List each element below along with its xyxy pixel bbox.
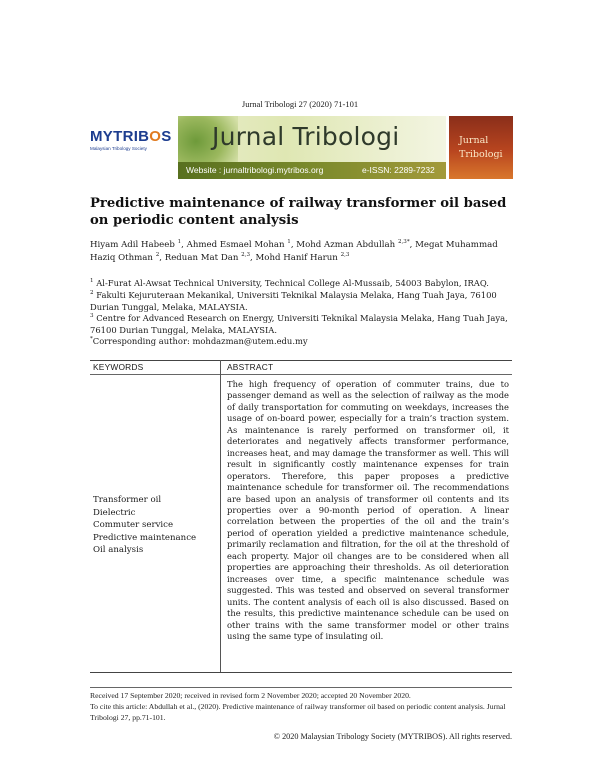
- logo-wordmark: MYTRIBOS: [90, 128, 172, 145]
- keyword: Predictive maintenance: [93, 532, 197, 543]
- author: Reduan Mat Dan $^{2,3}$,: [164, 252, 256, 263]
- received-dates: Received 17 September 2020; received in revised form 2 November 2020; accepted 20 November 2020.: [90, 691, 411, 700]
- keywords-heading: KEYWORDS: [93, 362, 144, 372]
- banner-issn: e-ISSN: 2289-7232: [362, 165, 435, 175]
- table-column-divider: [220, 360, 221, 672]
- journal-citation: Jurnal Tribologi 27 (2020) 71-101: [241, 99, 359, 109]
- affiliation-1: $^1$ Al-Furat Al-Awsat Technical University, Technical College Al-Mussaib, 54003 Babylon, IRAQ.: [90, 278, 489, 288]
- logo-subtitle: Malaysian Tribology Society: [90, 146, 147, 151]
- author: Megat Muhammad Haziq Othman $^2$,: [90, 240, 498, 263]
- footer-rule: [90, 687, 512, 688]
- banner-website: Website : jurnaltribologi.mytribos.org: [186, 165, 324, 175]
- mytribos-logo: [90, 128, 174, 172]
- journal-banner: [178, 116, 446, 179]
- keyword-list: [93, 494, 196, 557]
- gear-icon: O: [149, 128, 162, 145]
- keyword: Dielectric: [93, 507, 136, 518]
- banner-title: Jurnal Tribologi: [212, 122, 400, 151]
- abstract-text: The high frequency of operation of commuter trains, due to passenger demand as well as the selection of railway as the mode of daily transportation for commuting on weekdays, increases the usage of on-board power, especially for a train’s traction system. As maintenance is rarely performed on transformer oil, it deteriorates and negatively affects transformer performance, increases heat, and may damage the transformer as well. This will result in significantly costly maintenance expenses for train operators. Therefore, this paper proposes a predictive maintenance schedule for transformer oil. The recommendations are based upon an analysis of transformer oil contents and its properties over a 90-month period of operation. A linear correlation between the properties of the oil and the train’s period of operation yielded a predictive maintenance schedule, primarily reclamation and filtration, for the oil at the threshold of each property. Major oil changes are to be considered when all properties are approaching their thresholds. As oil deterioration increases over time, a specific maintenance schedule was suggested. This was tested and observed on several transformer units. The content analysis of each oil is also discussed. Based on the results, this predictive maintenance schedule can be used on other trains with the same transformer model or other trains using the same type of insulating oil.: [227, 379, 509, 641]
- affiliation-3: $^3$ Centre for Advanced Research on Energy, Universiti Teknikal Malaysia Melaka, Hang Tuah Jaya, 76100 Durian Tunggal, Melaka, MALAYSIA.: [90, 313, 508, 335]
- author: Ahmed Esmael Mohan $^1$,: [186, 239, 297, 250]
- table-bottom-rule: [90, 672, 512, 673]
- abstract-heading: ABSTRACT: [227, 362, 274, 372]
- paper-title: Predictive maintenance of railway transformer oil based on periodic content analysis: [90, 196, 507, 228]
- author: Mohd Azman Abdullah $^{2,3*}$,: [296, 239, 416, 250]
- author: Hiyam Adil Habeeb $^1$,: [90, 239, 187, 250]
- copyright: © 2020 Malaysian Tribology Society (MYTRIBOS). All rights reserved.: [273, 732, 512, 741]
- author-list: [90, 239, 515, 265]
- table-top-rule: [90, 360, 512, 361]
- keyword: Transformer oil: [93, 495, 162, 505]
- keyword: Commuter service: [93, 520, 174, 530]
- keyword: Oil analysis: [93, 545, 144, 555]
- citation-note: To cite this article: Abdullah et al., (2020). Predictive maintenance of railway transformer oil based on periodic content analysis. Jurnal Tribologi 27, pp.71-101.: [90, 702, 506, 722]
- corresponding-author: *Corresponding author: mohdazman@utem.edu.my: [90, 336, 308, 346]
- cover-title: Jurnal Tribologi: [459, 135, 503, 160]
- author: Mohd Hanif Harun $^{2,3}$: [255, 252, 350, 263]
- affiliation-2: $^2$ Fakulti Kejuruteraan Mekanikal, Universiti Teknikal Malaysia Melaka, Hang Tuah Jaya, 76100 Durian Tunggal, Melaka, MALAYSIA.: [90, 290, 497, 312]
- table-head-rule: [90, 374, 512, 375]
